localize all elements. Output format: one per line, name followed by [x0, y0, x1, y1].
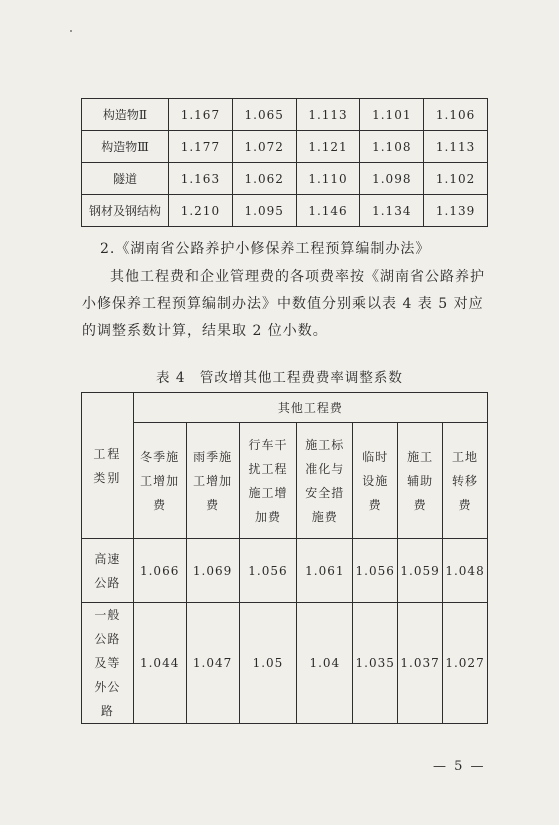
table-cell: 1.113	[424, 131, 488, 163]
table-cell: 1.106	[424, 99, 488, 131]
table-cell: 1.102	[424, 163, 488, 195]
table-cell: 1.163	[169, 163, 233, 195]
header-project-type: 工程类别	[82, 393, 134, 539]
table-cell: 1.072	[232, 131, 296, 163]
table-cell: 1.062	[232, 163, 296, 195]
row-name: 钢材及钢结构	[82, 195, 169, 227]
table-caption: 表 4 管改增其他工程费费率调整系数	[156, 370, 403, 386]
table-cell: 1.134	[360, 195, 424, 227]
header-cell: 雨季施工增加费	[186, 423, 239, 539]
header-cell: 工地转移费	[443, 423, 488, 539]
coefficient-table-continued	[81, 98, 488, 227]
table-cell: 1.110	[296, 163, 360, 195]
table-cell: 1.177	[169, 131, 233, 163]
table-cell: 1.061	[297, 539, 353, 603]
table-row	[82, 603, 488, 724]
table-cell: 1.095	[232, 195, 296, 227]
table-cell: 1.069	[186, 539, 239, 603]
table-cell: 1.066	[133, 539, 186, 603]
table-cell: 1.044	[133, 603, 186, 724]
other-cost-adjustment-table	[81, 392, 488, 724]
table-cell: 1.139	[424, 195, 488, 227]
table-cell: 1.108	[360, 131, 424, 163]
section-heading: 2.《湖南省公路养护小修保养工程预算编制办法》	[100, 241, 431, 257]
table-cell: 1.037	[398, 603, 443, 724]
table-cell: 1.121	[296, 131, 360, 163]
header-cell: 冬季施工增加费	[133, 423, 186, 539]
table-row	[82, 195, 488, 227]
header-cell: 行车干扰工程施工增加费	[239, 423, 297, 539]
table-cell: 1.048	[443, 539, 488, 603]
table-cell: 1.101	[360, 99, 424, 131]
table-cell: 1.047	[186, 603, 239, 724]
row-name: 高速公路	[82, 539, 134, 603]
table-row	[82, 539, 488, 603]
table-cell: 1.059	[398, 539, 443, 603]
header-cell: 临时设施费	[353, 423, 398, 539]
table-row	[82, 163, 488, 195]
header-row-columns	[82, 423, 488, 539]
scan-speck	[70, 30, 72, 32]
table-cell: 1.098	[360, 163, 424, 195]
header-row-group	[82, 393, 488, 423]
table-cell: 1.056	[239, 539, 297, 603]
page-number: — 5 —	[433, 759, 486, 774]
table-cell: 1.056	[353, 539, 398, 603]
table-cell: 1.035	[353, 603, 398, 724]
table-cell: 1.027	[443, 603, 488, 724]
paragraph-text: 其他工程费和企业管理费的各项费率按《湖南省公路养护小修保养工程预算编制办法》中数值分别乘以表 4 表 5 对应的调整系数计算，结果取 2 位小数。	[82, 269, 485, 339]
row-name: 构造物Ⅲ	[82, 131, 169, 163]
table-cell: 1.167	[169, 99, 233, 131]
row-name: 构造物Ⅱ	[82, 99, 169, 131]
table-row	[82, 99, 488, 131]
row-name: 隧道	[82, 163, 169, 195]
table-cell: 1.210	[169, 195, 233, 227]
table-cell: 1.05	[239, 603, 297, 724]
body-paragraph	[82, 264, 492, 345]
header-other-costs: 其他工程费	[133, 393, 487, 423]
table-cell: 1.113	[296, 99, 360, 131]
table-cell: 1.146	[296, 195, 360, 227]
row-name: 一般公路及等外公路	[82, 603, 134, 724]
header-cell: 施工辅助费	[398, 423, 443, 539]
header-cell: 施工标准化与安全措施费	[297, 423, 353, 539]
table-row	[82, 131, 488, 163]
table-cell: 1.04	[297, 603, 353, 724]
table-cell: 1.065	[232, 99, 296, 131]
